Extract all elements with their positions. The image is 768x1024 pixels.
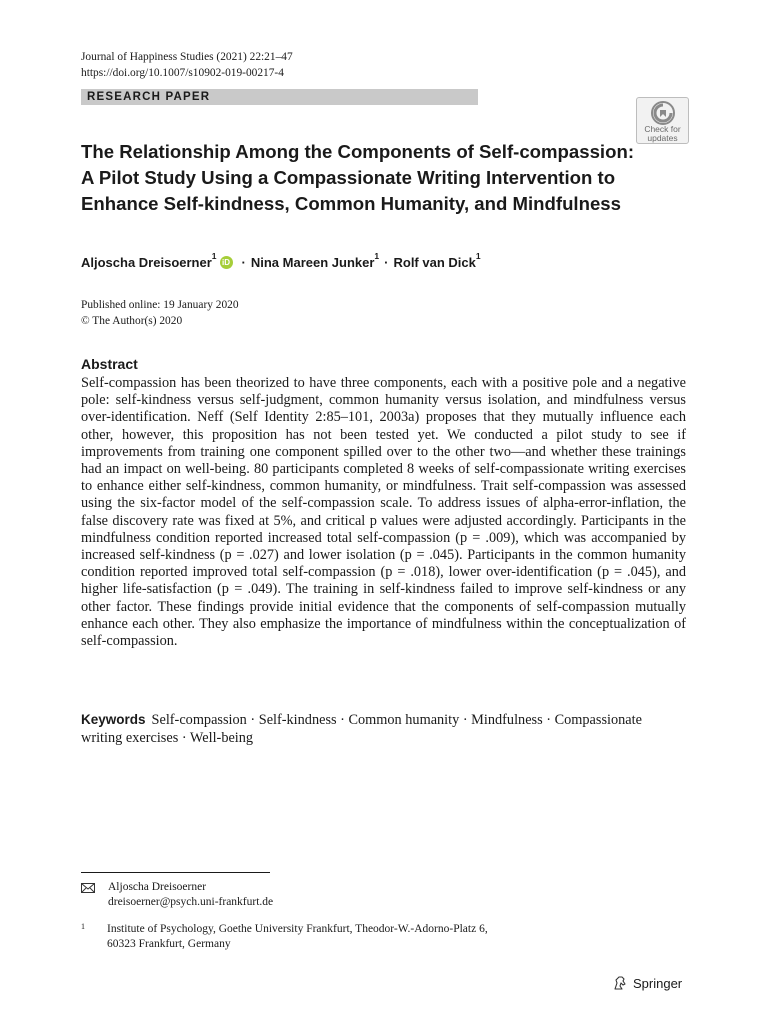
paper-title: The Relationship Among the Components of Self-compassion: A Pilot Study Using a Compassionate Writing Intervention to Enhance Self-kindness, Common Humanity, and Mindfulness bbox=[81, 141, 635, 214]
abstract-text: Self-compassion has been theorized to have three components, each with a positive pole and a negative pole: self-kindness versus self-judgment, common humanity versus isolation, and mindfulness versus over-identification. Neff (Self Identity 2:85–101, 2003a) proposes that they mutually influence each other, however, this proposition has not been tested yet. We conducted a pilot study to see if improvements from training one component spilled over to the other two—and whether these trainings had an impact on well-being. 80 participants completed 8 weeks of self-compassionate writing exercises to enhance either self-kindness, common humanity, or mindfulness. Trait self-compassion was assessed using the six-factor model of the self-compassion scale. To address issues of alpha-error-inflation, the false discovery rate was fixed at 5%, and critical p values were adjusted accordingly. Participants in the mindfulness condition reported increased total self-compassion (p = .009), which was accompanied by increased self-kindness (p = .027) and lower isolation (p = .045). Participants in the common humanity condition reported improved total self-compassion (p = .018), lower over-identification (p = .045), and higher life-satisfaction (p = .049). The training in self-kindness failed to improve self-kindness or any other factor. These findings provide initial evidence that the components of self-compassion mutually enhance each other. They also emphasize the importance of mindfulness within the conceptualization of self-compassion. bbox=[81, 375, 686, 650]
contact-email[interactable]: dreisoerner@psych.uni-frankfurt.de bbox=[108, 895, 274, 908]
publisher-name: Springer bbox=[633, 975, 683, 991]
author-name[interactable]: Rolf van Dick bbox=[393, 255, 476, 270]
article-type-label: RESEARCH PAPER bbox=[87, 91, 211, 103]
check-for-updates-badge[interactable] bbox=[636, 97, 689, 144]
published-date: Published online: 19 January 2020 bbox=[81, 299, 239, 311]
affiliation-line: 60323 Frankfurt, Germany bbox=[107, 937, 231, 950]
abstract-heading: Abstract bbox=[81, 356, 138, 372]
envelope-icon bbox=[81, 883, 95, 893]
updates-label: updates bbox=[647, 132, 678, 143]
affiliation bbox=[81, 922, 488, 951]
contact-name: Aljoscha Dreisoerner bbox=[108, 881, 207, 893]
doi-link[interactable]: https://doi.org/10.1007/s10902-019-00217-4 bbox=[81, 67, 284, 79]
keywords bbox=[81, 711, 686, 747]
publisher-logo bbox=[612, 975, 682, 991]
journal-citation: Journal of Happiness Studies (2021) 22:21–47 bbox=[81, 51, 293, 63]
author-separator: · bbox=[241, 255, 246, 270]
springer-horse-icon bbox=[612, 975, 628, 991]
orcid-icon[interactable]: iD bbox=[220, 256, 233, 269]
check-for-updates-icon bbox=[651, 101, 675, 125]
keywords-label: Keywords bbox=[81, 712, 146, 727]
author-name[interactable]: Nina Mareen Junker bbox=[250, 255, 375, 270]
journal-header bbox=[81, 49, 293, 81]
copyright-line: © The Author(s) 2020 bbox=[81, 315, 183, 327]
footnote-divider bbox=[81, 872, 270, 873]
author-separator: · bbox=[384, 255, 389, 270]
keywords-list: Self-compassion · Self-kindness · Common humanity · Mindfulness · Compassionate writing exercises · Well-being bbox=[81, 712, 642, 746]
affiliation-number: 1 bbox=[81, 922, 85, 931]
author-name[interactable]: Aljoscha Dreisoerner bbox=[81, 255, 212, 270]
author-list: Aljoscha Dreisoerner $^1$ iD · Nina Mareen Junker $^1$ · Rolf van Dick $^1$ bbox=[81, 251, 481, 270]
affiliation-line: Institute of Psychology, Goethe University Frankfurt, Theodor-W.-Adorno-Platz 6, bbox=[107, 923, 488, 935]
article-type-bar bbox=[81, 89, 478, 105]
corresponding-author bbox=[81, 880, 273, 909]
publication-info bbox=[81, 297, 239, 329]
check-for-label: Check for bbox=[644, 124, 681, 134]
